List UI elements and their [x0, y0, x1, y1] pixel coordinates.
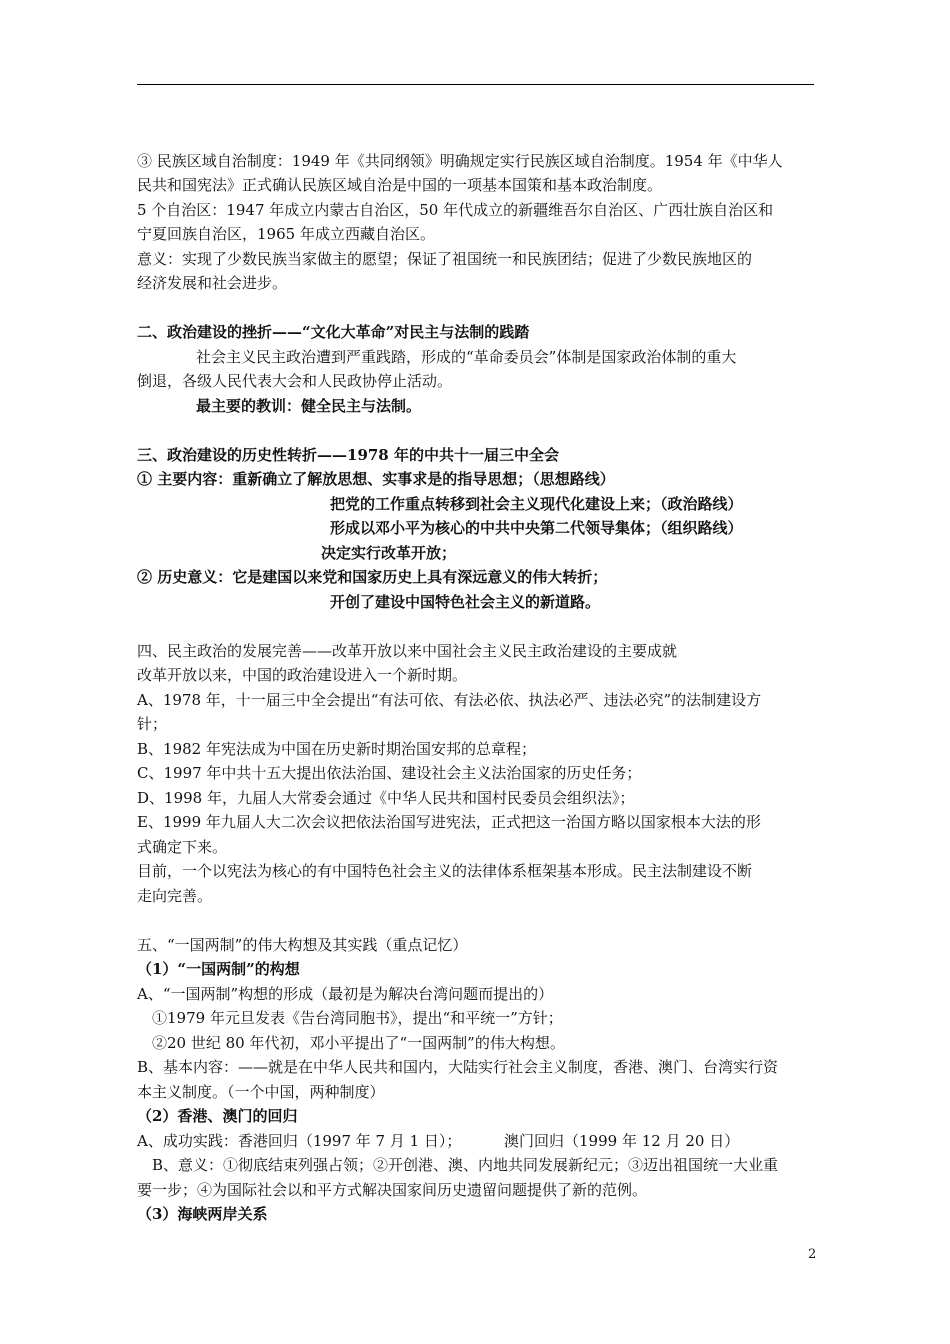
text-line: 社会主义民主政治遭到严重践踏，形成的“革命委员会”体制是国家政治体制的重大: [196, 348, 737, 366]
text-line: B、1982 年宪法成为中国在历史新时期治国安邦的总章程；: [137, 740, 536, 758]
subsection-heading: （3）海峡两岸关系: [137, 1205, 268, 1223]
text-line: 目前，一个以宪法为核心的有中国特色社会主义的法律体系框架基本形成。民主法制建设不断: [137, 862, 753, 880]
text-line: 开创了建设中国特色社会主义的新道路。: [330, 593, 601, 611]
text-line: 民共和国宪法》正式确认民族区域自治是中国的一项基本国策和基本政治制度。: [137, 176, 663, 194]
text-line: 决定实行改革开放；: [321, 544, 457, 562]
text-line: 式确定下来。: [137, 838, 228, 856]
text-line: 形成以邓小平为核心的中共中央第二代领导集体；（组织路线）: [330, 519, 743, 537]
text-line: 把党的工作重点转移到社会主义现代化建设上来；（政治路线）: [330, 495, 743, 513]
text-line: ② 历史意义：它是建国以来党和国家历史上具有深远意义的伟大转折；: [137, 568, 608, 586]
text-line: A、“一国两制”构想的形成（最初是为解决台湾问题而提出的）: [137, 985, 554, 1003]
text-line: B、意义：①彻底结束列强占领；②开创港、澳、内地共同发展新纪元；③迈出祖国统一大业重: [152, 1156, 779, 1174]
text-line: 倒退，各级人民代表大会和人民政协停止活动。: [137, 372, 453, 390]
text-line: 要一步；④为国际社会以和平方式解决国家间历史遗留问题提供了新的范例。: [137, 1181, 648, 1199]
text-line: A、成功实践：香港回归（1997 年 7 月 1 日）；: [137, 1132, 462, 1150]
text-line: B、基本内容：——就是在中华人民共和国内，大陆实行社会主义制度，香港、澳门、台湾实行资: [137, 1058, 779, 1076]
text-line: ②20 世纪 80 年代初，邓小平提出了“一国两制”的伟大构想。: [152, 1034, 565, 1052]
text-line: 走向完善。: [137, 887, 213, 905]
header-rule: [137, 84, 814, 85]
text-line: 宁夏回族自治区，1965 年成立西藏自治区。: [137, 225, 435, 243]
text-line: A、1978 年，十一届三中全会提出“有法可依、有法必依、执法必严、违法必究”的法制建设方: [137, 691, 762, 709]
page-number: 2: [808, 1247, 817, 1262]
text-line: 经济发展和社会进步。: [137, 274, 288, 292]
text-line: 本主义制度。（一个中国，两种制度）: [137, 1083, 385, 1101]
subsection-heading: （2）香港、澳门的回归: [137, 1107, 298, 1125]
text-line: 5 个自治区：1947 年成立内蒙古自治区，50 年代成立的新疆维吾尔自治区、广西壮族自治区和: [137, 201, 774, 219]
section-heading: 五、“一国两制”的伟大构想及其实践（重点记忆）: [137, 936, 468, 954]
text-line: ①1979 年元旦发表《告台湾同胞书》，提出“和平统一”方针；: [152, 1009, 563, 1027]
text-line: 澳门回归（1999 年 12 月 20 日）: [504, 1132, 740, 1150]
text-line: 针；: [137, 715, 168, 733]
section-heading: 三、政治建设的历史性转折——1978 年的中共十一届三中全会: [137, 446, 559, 464]
text-line: C、1997 年中共十五大提出依法治国、建设社会主义法治国家的历史任务；: [137, 764, 642, 782]
section-heading: 二、政治建设的挫折——“文化大革命”对民主与法制的践踏: [137, 323, 530, 341]
text-line: E、1999 年九届人大二次会议把依法治国写进宪法，正式把这一治国方略以国家根本大法的形: [137, 813, 761, 831]
text-line: 改革开放以来，中国的政治建设进入一个新时期。: [137, 666, 468, 684]
section-heading: 四、民主政治的发展完善——改革开放以来中国社会主义民主政治建设的主要成就: [137, 642, 678, 660]
text-line: 意义：实现了少数民族当家做主的愿望；保证了祖国统一和民族团结；促进了少数民族地区的: [137, 250, 753, 268]
text-line: ① 主要内容：重新确立了解放思想、实事求是的指导思想；（思想路线）: [137, 470, 615, 488]
text-line: ③ 民族区域自治制度：1949 年《共同纲领》明确规定实行民族区域自治制度。1954 年《中华人: [137, 152, 783, 170]
subsection-heading: （1）“一国两制”的构想: [137, 960, 300, 978]
text-line: D、1998 年，九届人大常委会通过《中华人民共和国村民委员会组织法》；: [137, 789, 635, 807]
key-lesson: 最主要的教训：健全民主与法制。: [196, 397, 422, 415]
